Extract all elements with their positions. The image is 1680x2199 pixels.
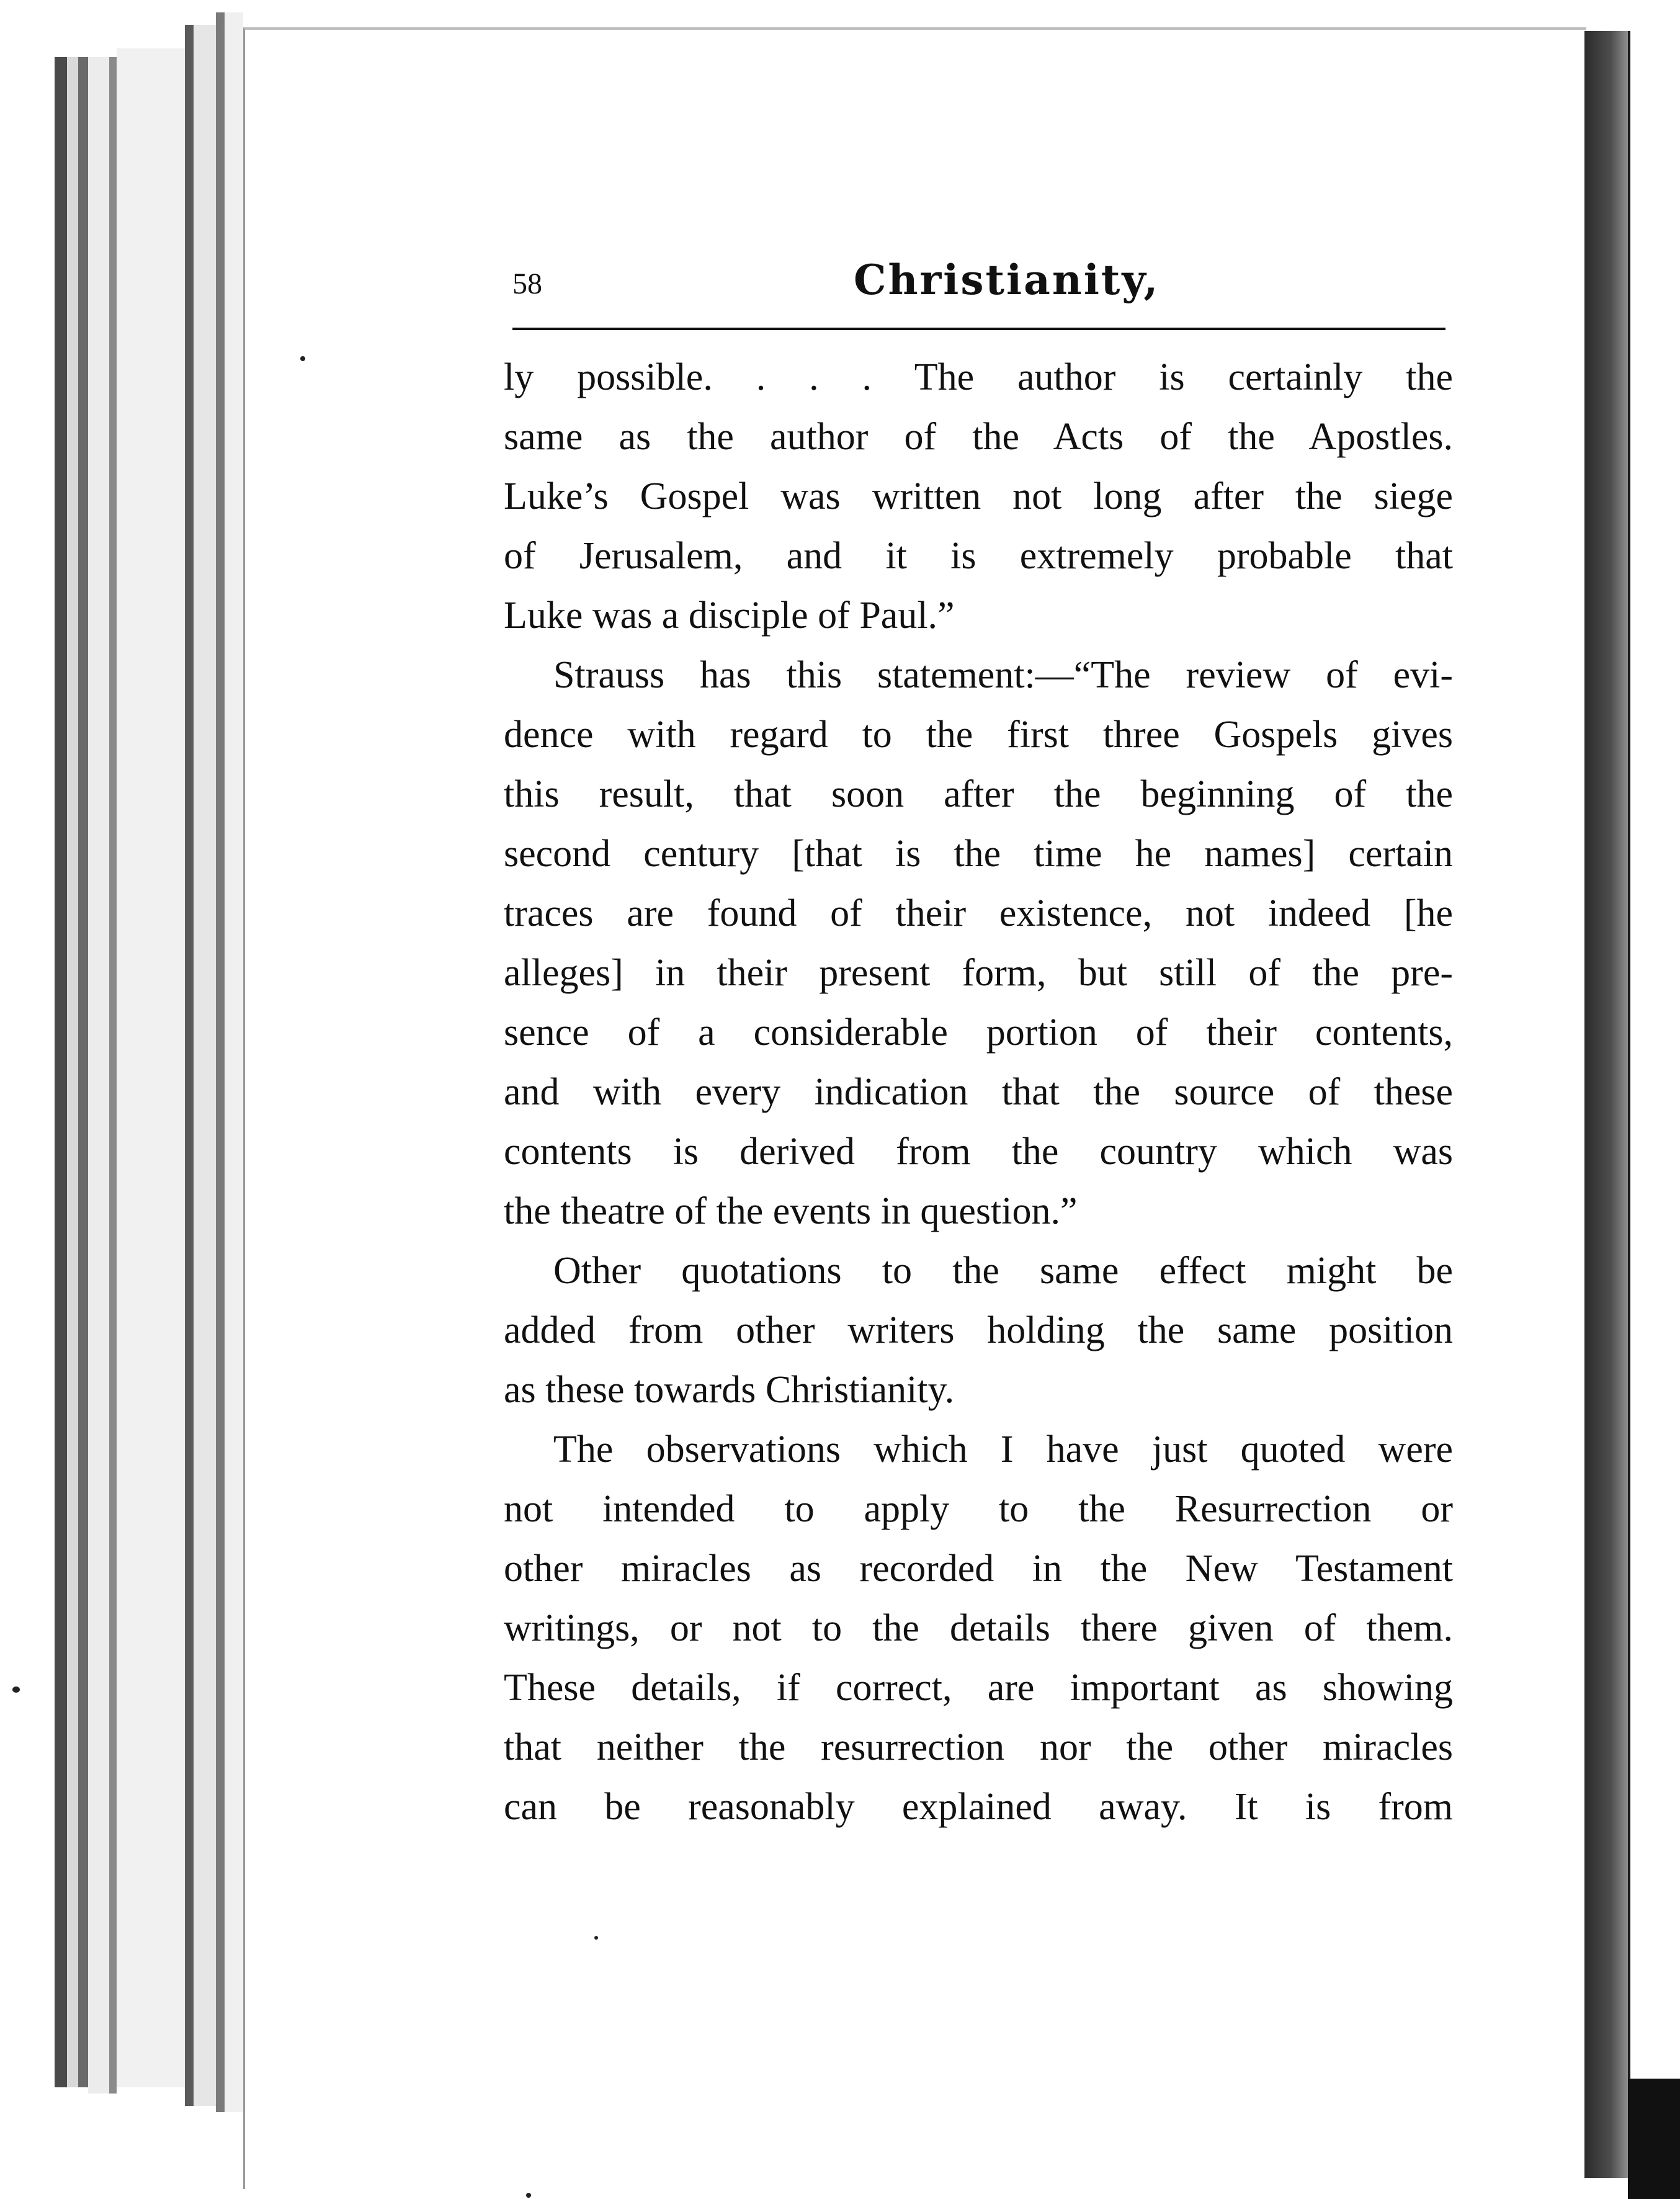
header-rule bbox=[512, 328, 1445, 330]
text-line: These details, if correct, are important as showing bbox=[504, 1667, 1453, 1709]
page-edge bbox=[55, 57, 67, 2087]
text-line: dence with regard to the first three Gospels gives bbox=[504, 714, 1453, 756]
dust-speck bbox=[594, 1936, 598, 1940]
page-edge bbox=[109, 57, 117, 2094]
page-edge bbox=[185, 25, 194, 2106]
text-line: that neither the resurrection nor the other miracles bbox=[504, 1726, 1453, 1768]
page-edge bbox=[117, 48, 185, 2087]
dust-speck bbox=[300, 356, 305, 361]
text-line: and with every indication that the source of these bbox=[504, 1071, 1453, 1113]
page-edge bbox=[194, 25, 216, 2106]
text-line: the theatre of the events in question.” bbox=[504, 1190, 1078, 1232]
text-line: sence of a considerable portion of their contents, bbox=[504, 1011, 1453, 1054]
page-edge bbox=[78, 57, 88, 2087]
text-line: same as the author of the Acts of the Apostles. bbox=[504, 416, 1453, 458]
page-edge bbox=[225, 12, 243, 2112]
text-line: Luke’s Gospel was written not long after the siege bbox=[504, 475, 1453, 517]
text-line: ly possible. . . . The author is certainly the bbox=[504, 356, 1453, 398]
dust-speck bbox=[12, 1686, 20, 1693]
text-line: writings, or not to the details there given of them. bbox=[504, 1607, 1453, 1649]
text-line: of Jerusalem, and it is extremely probable that bbox=[504, 535, 1453, 577]
facing-page-edge bbox=[1628, 31, 1680, 2079]
dust-speck bbox=[526, 2193, 531, 2198]
text-line: traces are found of their existence, not indeed [he bbox=[504, 892, 1453, 934]
text-line: added from other writers holding the same position bbox=[504, 1309, 1453, 1351]
text-line: as these towards Christianity. bbox=[504, 1369, 955, 1411]
text-line: Other quotations to the same effect might be bbox=[553, 1250, 1453, 1292]
text-line: alleges] in their present form, but still of the pre- bbox=[504, 952, 1453, 994]
text-line: other miracles as recorded in the New Testament bbox=[504, 1547, 1453, 1590]
text-line: Luke was a disciple of Paul.” bbox=[504, 594, 955, 637]
running-head bbox=[512, 256, 1445, 324]
text-line: second century [that is the time he names] certain bbox=[504, 833, 1453, 875]
text-line: contents is derived from the country which was bbox=[504, 1131, 1453, 1173]
text-line: this result, that soon after the beginning of the bbox=[504, 773, 1453, 815]
binding-shadow bbox=[1628, 2079, 1680, 2199]
page-edge bbox=[216, 12, 225, 2112]
page-number: 58 bbox=[512, 267, 542, 300]
book-binding bbox=[1584, 31, 1628, 2178]
page-edge bbox=[88, 57, 109, 2094]
page-edge bbox=[67, 57, 78, 2087]
running-title: Christianity, bbox=[854, 256, 1160, 304]
text-line: not intended to apply to the Resurrection or bbox=[504, 1488, 1453, 1530]
text-line: The observations which I have just quoted were bbox=[553, 1428, 1453, 1471]
text-line: can be reasonably explained away. It is from bbox=[504, 1786, 1453, 1828]
body-text bbox=[504, 347, 1453, 1837]
text-line: Strauss has this statement:—“The review of evi- bbox=[553, 654, 1453, 696]
